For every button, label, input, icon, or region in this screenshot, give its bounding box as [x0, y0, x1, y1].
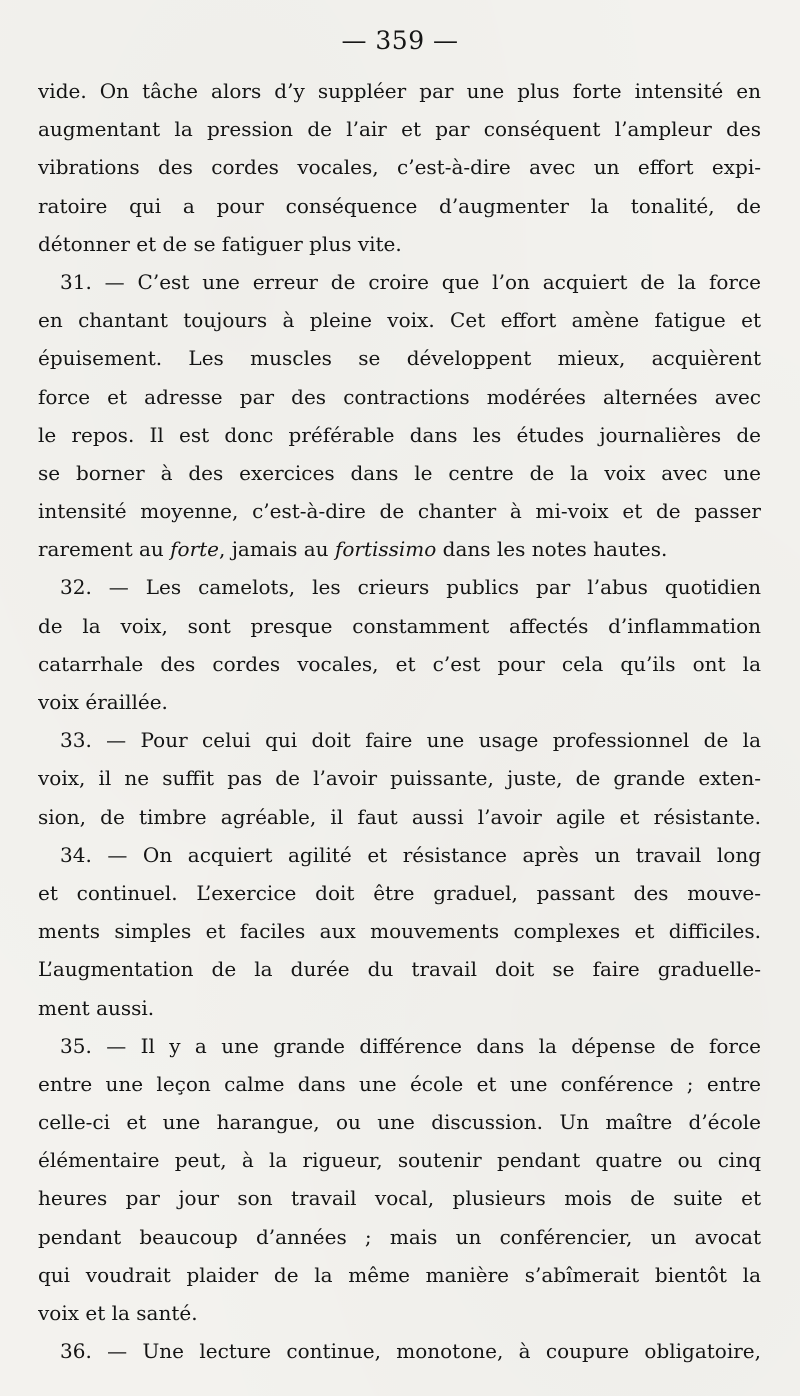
italic-term-forte: forte [170, 537, 220, 562]
paragraph-36-start: 36. — Une lecture continue, monotone, à coupure obligatoire, [60, 1339, 761, 1364]
text-line: le repos. Il est donc préférable dans les études journalières de [38, 422, 761, 447]
text-line: vibrations des cordes vocales, c’est-à-dire avec un effort expi- [38, 155, 761, 180]
italic-term-fortissimo: fortissimo [334, 537, 437, 562]
text-line: se borner à des exercices dans le centre de la voix avec une [38, 460, 761, 485]
paragraph-31-start: 31. — C’est une erreur de croire que l’on acquiert de la force [60, 269, 761, 294]
text-line: élémentaire peut, à la rigueur, soutenir pendant quatre ou cinq [38, 1148, 761, 1173]
paragraph-34-start: 34. — On acquiert agilité et résistance après un travail long [60, 842, 761, 867]
text-line: augmentant la pression de l’air et par conséquent l’ampleur des [38, 117, 761, 142]
text-line: sion, de timbre agréable, il faut aussi l’avoir agile et résistante. [38, 804, 761, 829]
paragraph-35-start: 35. — Il y a une grande différence dans la dépense de force [60, 1033, 761, 1058]
text-line: heures par jour son travail vocal, plusieurs mois de suite et [38, 1186, 761, 1211]
text-run: , jamais au [219, 537, 335, 562]
text-line: détonner et de se fatiguer plus vite. [38, 231, 402, 256]
paragraph-33-start: 33. — Pour celui qui doit faire une usage professionnel de la [60, 728, 761, 753]
text-line: celle-ci et une harangue, ou une discussion. Un maître d’école [38, 1110, 761, 1135]
text-line: catarrhale des cordes vocales, et c’est pour cela qu’ils ont la [38, 651, 761, 676]
text-line: ments simples et faciles aux mouvements complexes et difficiles. [38, 919, 761, 944]
text-line: voix et la santé. [38, 1301, 198, 1325]
text-line: de la voix, sont presque constamment affectés d’inflammation [38, 613, 761, 638]
text-line: épuisement. Les muscles se développent mieux, acquièrent [38, 346, 761, 371]
text-line: et continuel. L’exercice doit être graduel, passant des mouve- [38, 880, 761, 905]
body-text [38, 72, 761, 1370]
text-line: L’augmentation de la durée du travail doit se faire graduelle- [38, 957, 761, 982]
text-run: dans les notes hautes. [436, 537, 668, 562]
page-number: — 359 — [341, 26, 459, 55]
text-line: voix, il ne suffit pas de l’avoir puissante, juste, de grande exten- [38, 766, 761, 791]
text-line: pendant beaucoup d’années ; mais un conférencier, un avocat [38, 1224, 761, 1249]
text-line: en chantant toujours à pleine voix. Cet effort amène fatigue et [38, 308, 761, 333]
text-line-with-italics [38, 530, 761, 568]
text-line: vide. On tâche alors d’y suppléer par une plus forte intensité en [38, 79, 761, 103]
text-line: force et adresse par des contractions modérées alternées avec [38, 384, 761, 409]
text-line: ratoire qui a pour conséquence d’augmenter la tonalité, de [38, 193, 761, 218]
text-line: voix éraillée. [38, 690, 168, 714]
text-line: entre une leçon calme dans une école et une conférence ; entre [38, 1071, 761, 1096]
text-line: ment aussi. [38, 995, 155, 1020]
text-line: intensité moyenne, c’est-à-dire de chanter à mi-voix et de passer [38, 499, 761, 524]
text-line: qui voudrait plaider de la même manière s’abîmerait bientôt la [38, 1262, 761, 1287]
paragraph-32-start: 32. — Les camelots, les crieurs publics par l’abus quotidien [60, 575, 761, 600]
text-run: rarement au [38, 537, 171, 562]
